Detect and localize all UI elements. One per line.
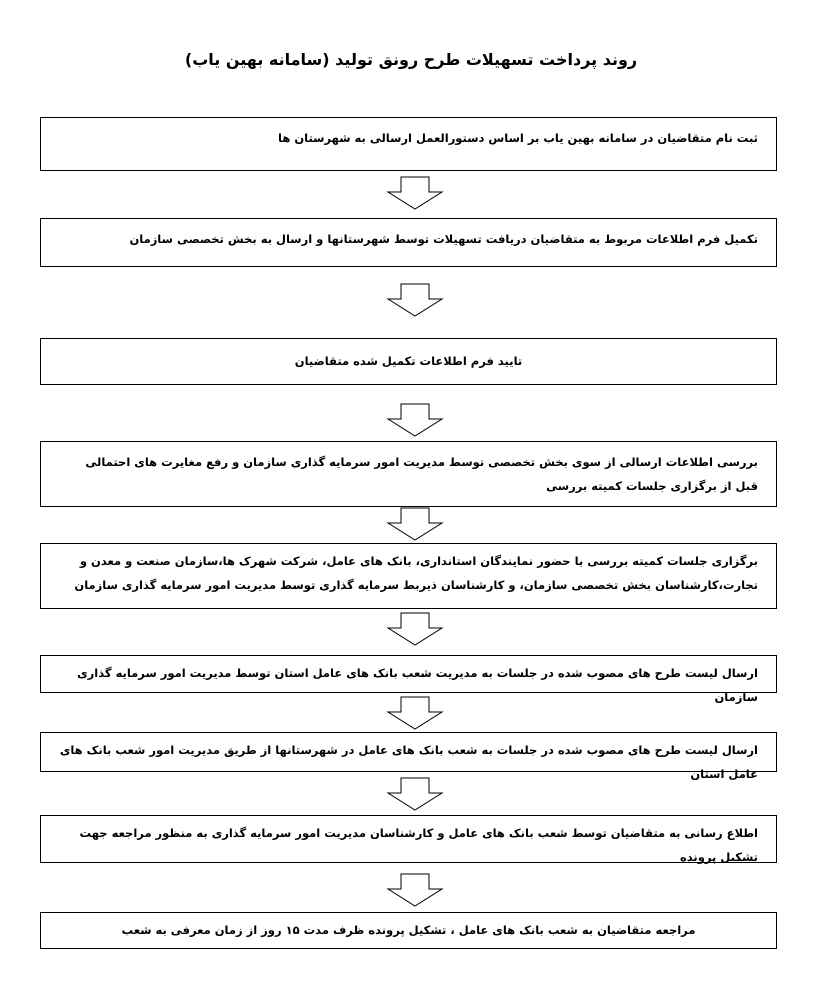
step-6-box bbox=[40, 655, 777, 704]
down-arrow-icon bbox=[386, 507, 444, 541]
step-3-text: تایید فرم اطلاعات تکمیل شده متقاضیان bbox=[294, 354, 523, 368]
step-2-box bbox=[40, 218, 777, 267]
step-5-text: برگزاری جلسات کمیته بررسی با حضور نمایندگان استانداری، بانک های عامل، شرکت شهرک ها،سازمان صنعت و معدن و تجارت،کارشناسان بخش تخصصی سازمان، و کارشناسان ذیربط سرمایه گذاری توسط مدیریت امور سرمایه گذاری سازمان bbox=[74, 554, 758, 592]
step-7-box bbox=[40, 732, 777, 781]
down-arrow-icon bbox=[386, 777, 444, 811]
down-arrow-icon bbox=[386, 283, 444, 317]
step-5-box bbox=[40, 543, 777, 609]
step-7-text: ارسال لیست طرح های مصوب شده در جلسات به شعب بانک های عامل در شهرستانها از طریق مدیریت امور شعب بانک های عامل استان bbox=[59, 743, 758, 781]
step-1-box bbox=[40, 117, 777, 171]
step-8-text: اطلاع رسانی به متقاضیان توسط شعب بانک های عامل و کارشناسان مدیریت امور سرمایه گذاری به منظور مراجعه جهت تشکیل پرونده bbox=[79, 826, 758, 864]
step-4-text: بررسی اطلاعات ارسالی از سوی بخش تخصصی توسط مدیریت امور سرمایه گذاری سازمان و رفع مغایرت های احتمالی قبل از برگزاری جلسات کمیته بررسی bbox=[85, 455, 758, 493]
step-3-box bbox=[40, 338, 777, 385]
step-1-text: ثبت نام متقاضیان در سامانه بهین یاب بر اساس دستورالعمل ارسالی به شهرستان ها bbox=[278, 131, 758, 145]
step-4-box bbox=[40, 441, 777, 507]
down-arrow-icon bbox=[386, 612, 444, 646]
step-2-text: تکمیل فرم اطلاعات مربوط به متقاضیان دریافت تسهیلات توسط شهرستانها و ارسال به بخش تخصصی سازمان bbox=[129, 232, 758, 246]
down-arrow-icon bbox=[386, 176, 444, 210]
down-arrow-icon bbox=[386, 873, 444, 907]
step-6-text: ارسال لیست طرح های مصوب شده در جلسات به مدیریت شعب بانک های عامل استان توسط مدیریت امور سرمایه گذاری سازمان bbox=[77, 666, 758, 704]
step-8-box bbox=[40, 815, 777, 863]
step-9-box bbox=[40, 912, 777, 949]
down-arrow-icon bbox=[386, 696, 444, 730]
step-9-text: مراجعه متقاضیان به شعب بانک های عامل ، تشکیل پرونده ظرف مدت ۱۵ روز از زمان معرفی به شعب bbox=[121, 923, 696, 937]
down-arrow-icon bbox=[386, 403, 444, 437]
page-title: روند پرداخت تسهیلات طرح رونق تولید (سامانه بهین یاب) bbox=[184, 50, 638, 69]
